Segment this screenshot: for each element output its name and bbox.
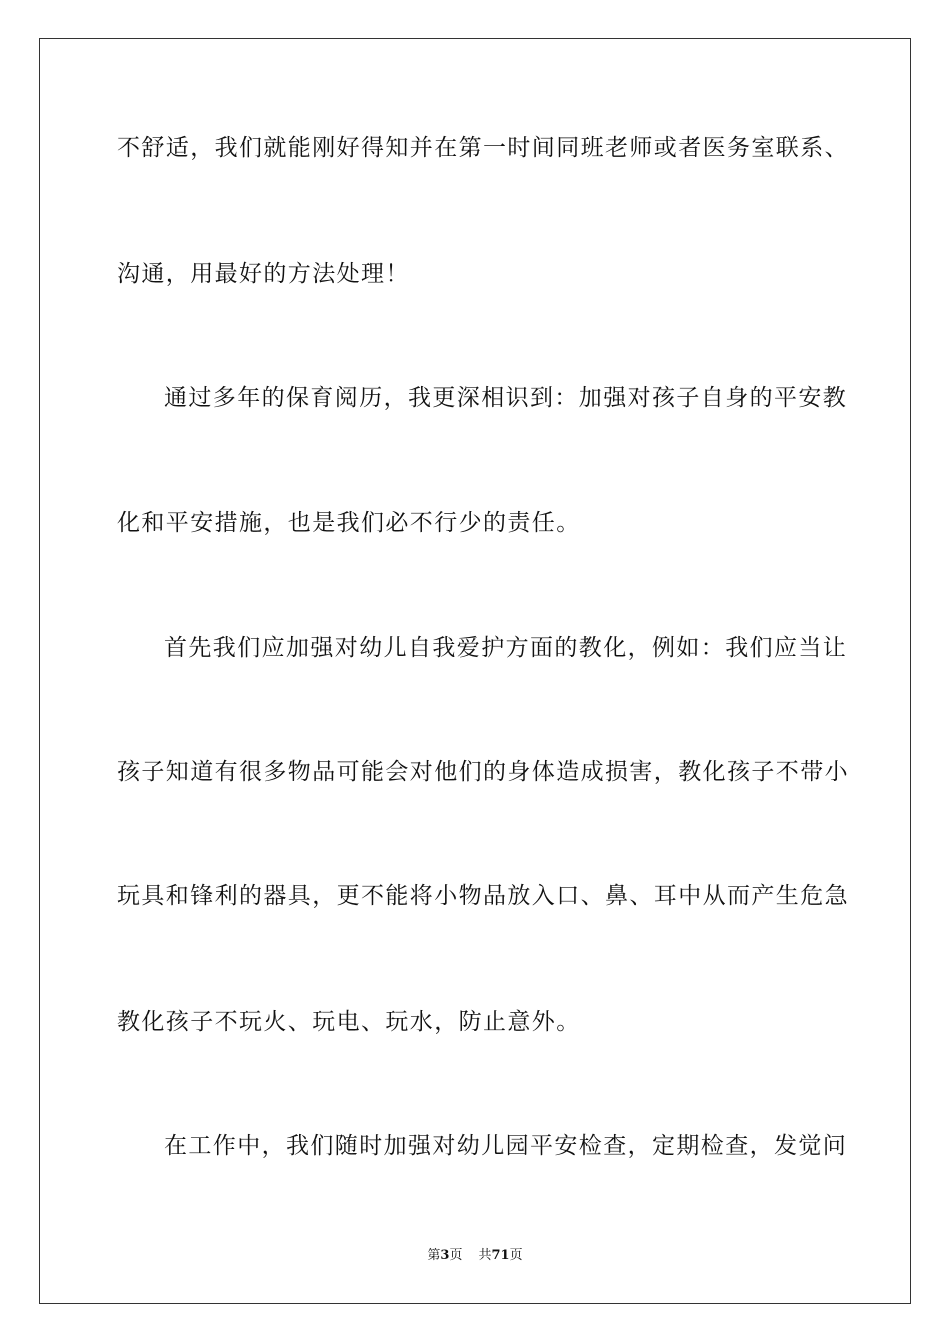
total-suffix: 页 xyxy=(509,1248,523,1263)
total-pages: 71 xyxy=(491,1248,510,1263)
text-line-9: 在工作中，我们随时加强对幼儿园平安检查，定期检查，发觉问 xyxy=(164,1133,848,1159)
text-line-2: 沟通，用最好的方法处理！ xyxy=(117,261,410,287)
text-line-6: 孩子知道有很多物品可能会对他们的身体造成损害，教化孩子不带小 xyxy=(117,759,849,785)
page-footer xyxy=(0,1247,950,1265)
page-prefix: 第 xyxy=(427,1248,441,1263)
text-line-5: 首先我们应加强对幼儿自我爱护方面的教化，例如：我们应当让 xyxy=(164,635,848,661)
text-line-1: 不舒适，我们就能刚好得知并在第一时间同班老师或者医务室联系、 xyxy=(117,135,849,161)
page-suffix: 页 xyxy=(449,1248,463,1263)
page-border xyxy=(39,38,911,1304)
page-number: 3 xyxy=(440,1248,450,1263)
text-line-7: 玩具和锋利的器具，更不能将小物品放入口、鼻、耳中从而产生危急 xyxy=(117,883,849,909)
text-line-8: 教化孩子不玩火、玩电、玩水，防止意外。 xyxy=(117,1009,581,1035)
text-line-4: 化和平安措施，也是我们必不行少的责任。 xyxy=(117,510,581,536)
total-prefix: 共 xyxy=(478,1248,492,1263)
text-line-3: 通过多年的保育阅历，我更深相识到：加强对孩子自身的平安教 xyxy=(164,385,848,411)
